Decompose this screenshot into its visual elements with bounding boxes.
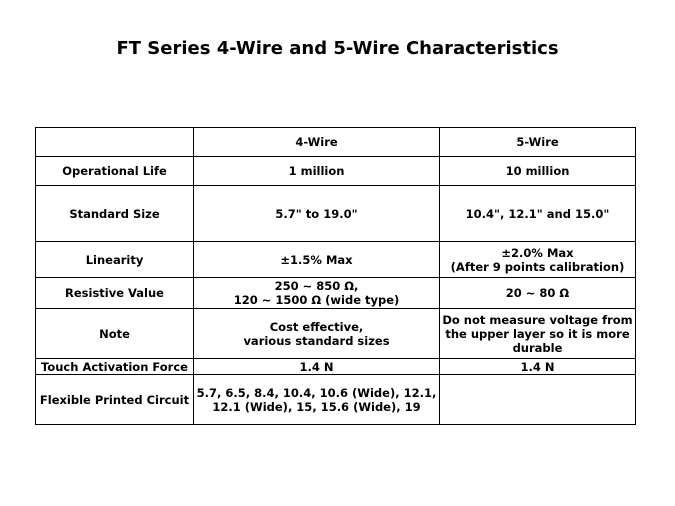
page-title: FT Series 4-Wire and 5-Wire Characteristics bbox=[116, 38, 559, 59]
table-row bbox=[36, 309, 636, 359]
cell-5-wire: Do not measure voltage from the upper layer so it is more durable bbox=[440, 309, 636, 359]
cell-4-wire: ±1.5% Max bbox=[194, 242, 440, 278]
table-row bbox=[36, 359, 636, 375]
cell-4-wire: 5.7, 6.5, 8.4, 10.4, 10.6 (Wide), 12.1, 12.1 (Wide), 15, 15.6 (Wide), 19 bbox=[194, 375, 440, 425]
cell-5-wire: 10 million bbox=[440, 157, 636, 186]
row-label: Linearity bbox=[36, 242, 194, 278]
row-label: Resistive Value bbox=[36, 278, 194, 309]
cell-4-wire: 1.4 N bbox=[194, 359, 440, 375]
row-label: Touch Activation Force bbox=[36, 359, 194, 375]
header-cell-4-wire: 4-Wire bbox=[194, 128, 440, 157]
row-label: Operational Life bbox=[36, 157, 194, 186]
table-row bbox=[36, 157, 636, 186]
header-cell-5-wire: 5-Wire bbox=[440, 128, 636, 157]
cell-5-wire: ±2.0% Max (After 9 points calibration) bbox=[440, 242, 636, 278]
cell-5-wire: 1.4 N bbox=[440, 359, 636, 375]
cell-4-wire: Cost effective, various standard sizes bbox=[194, 309, 440, 359]
cell-5-wire: 20 ~ 80 Ω bbox=[440, 278, 636, 309]
cell-5-wire: 10.4", 12.1" and 15.0" bbox=[440, 186, 636, 242]
cell-4-wire: 1 million bbox=[194, 157, 440, 186]
table-header-row bbox=[36, 128, 636, 157]
table-row bbox=[36, 375, 636, 425]
row-label: Note bbox=[36, 309, 194, 359]
cell-5-wire bbox=[440, 375, 636, 425]
cell-4-wire: 5.7" to 19.0" bbox=[194, 186, 440, 242]
row-label: Flexible Printed Circuit bbox=[36, 375, 194, 425]
cell-4-wire: 250 ~ 850 Ω, 120 ~ 1500 Ω (wide type) bbox=[194, 278, 440, 309]
characteristics-table bbox=[35, 127, 636, 425]
table-row bbox=[36, 186, 636, 242]
table-row bbox=[36, 278, 636, 309]
table-row bbox=[36, 242, 636, 278]
header-cell-empty bbox=[36, 128, 194, 157]
row-label: Standard Size bbox=[36, 186, 194, 242]
